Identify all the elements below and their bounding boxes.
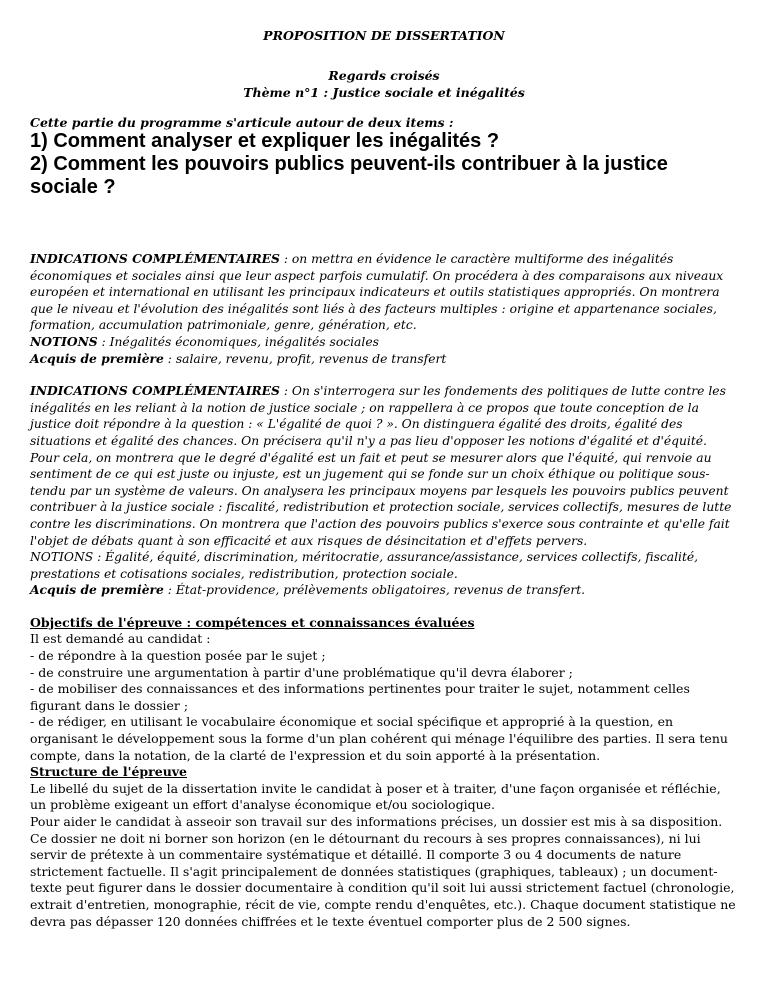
objectifs-heading: Objectifs de l'épreuve : compétences et connaissances évaluées: [30, 614, 475, 630]
objectifs-line: Il est demandé au candidat :: [30, 631, 211, 647]
spacer: [30, 199, 738, 251]
structure-paragraph: Pour aider le candidat à asseoir son travail sur des informations précises, un dossier est mis à sa disposition. Ce dossier ne doit ni borner son horizon (en le détournant du recours à ses propres connaissances), ni lui servir de prétexte à un commentaire systématique et détaillé. Il comporte 3 ou 4 documents de nature strictement factuelle. Il s'agit principalement de données statistiques (graphiques, tableaux) ; un document-texte peut figurer dans le dossier documentaire à condition qu'il soit lui aussi strictement factuel (chronologie, extrait d'entretien, monographie, récit de vie, compte rendu d'enquêtes, etc.). Chaque document statistique ne devra pas dépasser 120 données chiffrées et le texte éventuel comporter plus de 2 500 signes.: [30, 814, 736, 929]
objectifs-line: - de répondre à la question posée par le sujet ;: [30, 648, 326, 664]
acquis-line: [30, 351, 738, 368]
acquis-text: : État-providence, prélèvements obligatoires, revenus de transfert.: [163, 583, 586, 598]
notions-label: NOTIONS: [30, 333, 98, 349]
indications-block-2: [30, 383, 738, 599]
objectifs-line: - de rédiger, en utilisant le vocabulaire économique et social spécifique et approprié à la question, en organisant le développement sous la forme d'un plan cohérent qui ménage l'équilibre des parties. Il sera tenu compte, dans la notation, de la clarté de l'expression et du soin apporté à la présentation.: [30, 714, 728, 763]
notions-line: NOTIONS : Égalité, équité, discrimination, méritocratie, assurance/assistance, services collectifs, fiscalité, prestations et cotisations sociales, redistribution, protection sociale.: [30, 550, 699, 581]
acquis-label: Acquis de première: [30, 582, 164, 598]
intro-line: Cette partie du programme s'articule autour de deux items :: [30, 115, 454, 130]
indications-label: INDICATIONS COMPLÉMENTAIRES: [30, 383, 280, 399]
indications-label: INDICATIONS COMPLÉMENTAIRES: [30, 251, 280, 266]
notions-line: [30, 334, 738, 351]
structure-paragraph: Le libellé du sujet de la dissertation invite le candidat à poser et à traiter, d'une façon organisée et réfléchie, un problème exigeant un effort d'analyse économique et/ou sociologique.: [30, 780, 721, 813]
question-1: 1) Comment analyser et expliquer les inégalités ?: [30, 130, 500, 152]
subtitle-theme: Thème n°1 : Justice sociale et inégalités: [243, 85, 525, 100]
indications-text: : On s'interrogera sur les fondements des politiques de lutte contre les inégalités en les reliant à la notion de justice sociale ; on rappellera à ce propos que toute conception de la justice doit répondre à la question : « L'égalité de quoi ? ». On distinguera égalité des droits, égalité des situations et égalité des chances. On précisera qu'il n'y a pas lieu d'opposer les notions d'égalité et d'équité. Pour cela, on montrera que le degré d'égalité est un fait et peut se mesurer alors que l'équité, qui renvoie au sentiment de ce qui est juste ou injuste, est un jugement qui se fonde sur un choix éthique ou politique sous-tendu par un système de valeurs. On analysera les principaux moyens par lesquels les pouvoirs publics peuvent contribuer à la justice sociale : fiscalité, redistribution et protection sociale, services collectifs, mesures de lutte contre les discriminations. On montrera que l'action des pouvoirs publics s'exerce sous contrainte et qu'elle fait l'objet de débats quant à son efficacité et aux risques de désincitation et d'effets pervers.: [30, 384, 732, 548]
acquis-label: Acquis de première: [30, 350, 164, 366]
indications-text: : on mettra en évidence le caractère multiforme des inégalités économiques et sociales ainsi que leur aspect parfois cumulatif. On procédera à des comparaisons aux niveaux européen et international en utilisant les principaux indicateurs et outils statistiques appropriés. On montrera que le niveau et l'évolution des inégalités sont liés à des facteurs multiples : origine et appartenance sociales, formation, accumulation patrimoniale, genre, génération, etc.: [30, 252, 724, 333]
indications-paragraph-1: [30, 251, 738, 334]
objectifs-section: [30, 615, 738, 764]
subtitle-regards-croises: Regards croisés: [328, 68, 440, 83]
document-title: PROPOSITION DE DISSERTATION: [263, 28, 505, 43]
objectifs-line: - de mobiliser des connaissances et des informations pertinentes pour traiter le sujet, notamment celles figurant dans le dossier ;: [30, 681, 690, 713]
structure-section: [30, 764, 738, 930]
notions-text: : Inégalités économiques, inégalités sociales: [97, 334, 379, 349]
question-2: 2) Comment les pouvoirs publics peuvent-ils contribuer à la justice sociale ?: [30, 153, 668, 198]
structure-heading: Structure de l'épreuve: [30, 764, 187, 780]
acquis-line: [30, 582, 738, 599]
indications-paragraph-2: [30, 383, 738, 549]
acquis-text: : salaire, revenu, profit, revenus de transfert: [163, 351, 447, 366]
objectifs-line: - de construire une argumentation à partir d'une problématique qu'il devra élaborer ;: [30, 664, 573, 680]
indications-block-1: [30, 251, 738, 367]
